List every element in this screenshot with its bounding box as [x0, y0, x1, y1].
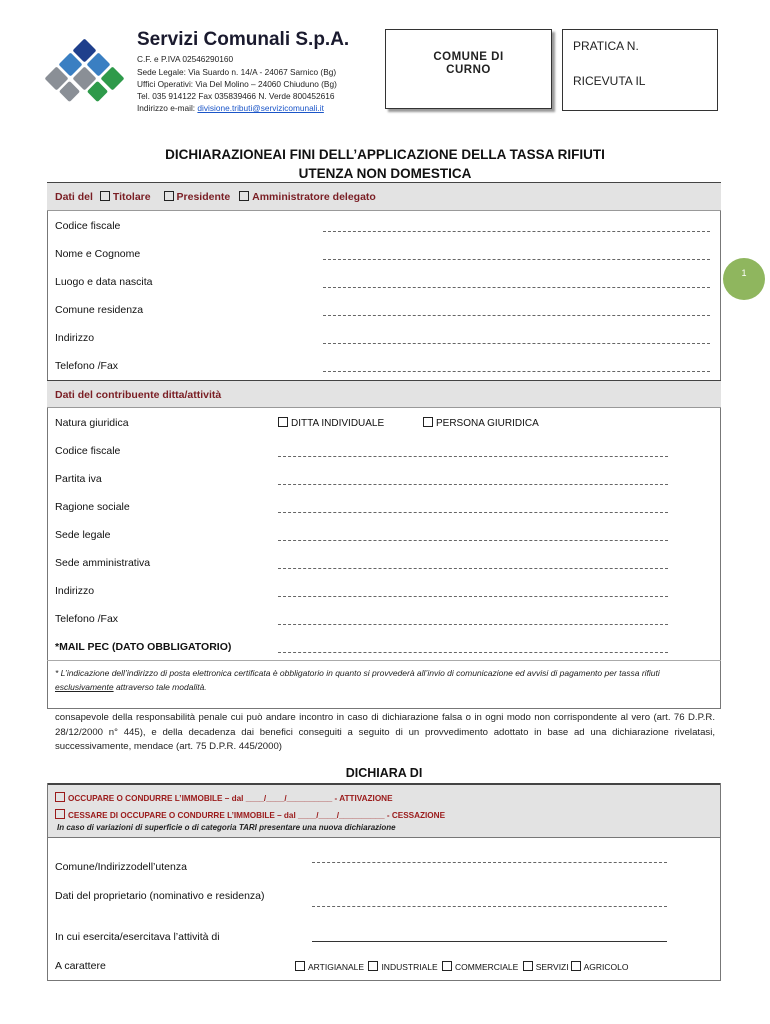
field-line-comune-residenza[interactable] — [323, 315, 710, 316]
field-line-telefono-fax-ditta[interactable] — [278, 624, 668, 625]
frame-left-border — [47, 182, 48, 709]
checkbox-attivazione[interactable] — [55, 792, 65, 802]
company-uffici: Uffici Operativi: Via Del Molino – 24060 Chiuduno (Bg) — [137, 79, 337, 89]
pec-note — [55, 666, 710, 694]
declaration-paragraph: consapevole della responsabilità penale cui può andare incontro in caso di dichiarazione falsa o in ogni modo non corrispondente al vero (art. 76 D.P.R. 28/12/2000 n° 445), e della decadenza dai benefici conseguiti a seguito di un provvedimento adottato in base ad una dichiarazione rivelatasi, successivamente, mendace (art. 75 D.P.R. 445/2000) — [55, 712, 715, 752]
pratica-box — [562, 29, 718, 111]
option-ditta-individuale[interactable] — [278, 417, 384, 429]
checkbox-commerciale[interactable] — [442, 961, 452, 971]
checkbox-persona-giuridica[interactable] — [423, 417, 433, 427]
field-label-mail-pec: *MAIL PEC (DATO OBBLIGATORIO) — [55, 641, 232, 653]
carattere-options — [295, 961, 629, 972]
field-line-nome-cognome[interactable] — [323, 259, 710, 260]
checkbox-amministratore[interactable] — [239, 191, 249, 201]
field-line-sede-amministrativa[interactable] — [278, 568, 668, 569]
field-label-comune-utenza: Comune/Indirizzodell’utenza — [55, 861, 187, 873]
field-line-luogo-data-nascita[interactable] — [323, 287, 710, 288]
label-cessazione: CESSARE DI OCCUPARE O CONDURRE L’IMMOBILE – dal ____/____/__________ - CESSAZIONE — [68, 811, 446, 820]
field-line-proprietario[interactable] — [312, 906, 667, 907]
company-email-line — [137, 103, 324, 113]
comune-line2: CURNO — [446, 64, 491, 76]
option-attivazione[interactable] — [55, 792, 393, 803]
company-vat: C.F. e P.IVA 02546290160 — [137, 54, 234, 64]
checkbox-servizi[interactable] — [523, 961, 533, 971]
checkbox-cessazione[interactable] — [55, 809, 65, 819]
bottom-frame-right — [720, 783, 721, 980]
field-label-codice-fiscale-ditta: Codice fiscale — [55, 445, 121, 457]
field-label-telefono-fax: Telefono /Fax — [55, 360, 119, 372]
label-servizi: SERVIZI — [535, 962, 569, 972]
titolare-section-bar — [47, 182, 721, 211]
checkbox-titolare[interactable] — [100, 191, 110, 201]
option-presidente: Presidente — [176, 191, 231, 203]
contribuente-section-bar — [47, 380, 721, 408]
pec-note-part1: * L’indicazione dell’indirizzo di posta elettronica certificata è obbligatorio in quanto si provvederà all’invio di comunicazione ed avvisi di pagamento per tassa rifiuti — [55, 668, 660, 678]
checkbox-ditta-individuale[interactable] — [278, 417, 288, 427]
checkbox-agricolo[interactable] — [571, 961, 581, 971]
field-label-partita-iva: Partita iva — [55, 473, 102, 485]
field-line-sede-legale[interactable] — [278, 540, 668, 541]
field-line-indirizzo-ditta[interactable] — [278, 596, 668, 597]
field-line-mail-pec[interactable] — [278, 652, 668, 653]
field-label-sede-legale: Sede legale — [55, 529, 111, 541]
pec-note-underlined: esclusivamente — [55, 682, 114, 692]
field-label-ragione-sociale: Ragione sociale — [55, 501, 130, 513]
bottom-frame-left — [47, 783, 48, 980]
field-line-esercita-attivita[interactable] — [312, 941, 667, 942]
dichiara-title: DICHIARA DI — [345, 766, 423, 780]
field-line-ragione-sociale[interactable] — [278, 512, 668, 513]
field-label-esercita-attivita: In cui esercita/esercitava l’attività di — [55, 931, 220, 943]
field-line-telefono-fax[interactable] — [323, 371, 710, 372]
field-label-indirizzo: Indirizzo — [55, 332, 95, 344]
comune-line1: COMUNE DI — [433, 51, 504, 63]
field-line-partita-iva[interactable] — [278, 484, 668, 485]
option-amministratore: Amministratore delegato — [252, 191, 376, 203]
label-attivazione: OCCUPARE O CONDURRE L’IMMOBILE – dal ____/____/__________ - ATTIVAZIONE — [68, 794, 393, 803]
field-line-indirizzo[interactable] — [323, 343, 710, 344]
ricevuta-label: RICEVUTA IL — [573, 74, 646, 88]
field-label-codice-fiscale: Codice fiscale — [55, 220, 121, 232]
company-tel: Tel. 035 914122 Fax 035839466 N. Verde 800452616 — [137, 91, 335, 101]
field-label-sede-amministrativa: Sede amministrativa — [55, 557, 151, 569]
field-label-comune-residenza: Comune residenza — [55, 304, 144, 316]
option-titolare: Titolare — [112, 191, 151, 203]
contribuente-bar-title: Dati del contribuente ditta/attività — [55, 389, 222, 401]
dichiara-options-bar — [47, 783, 721, 838]
dichiara-note: In caso di variazioni di superficie o di categoria TARI presentare una nuova dichiarazione — [57, 823, 396, 832]
comune-box — [385, 29, 552, 109]
field-label-proprietario: Dati del proprietario (nominativo e residenza) — [55, 890, 265, 902]
note-divider — [47, 660, 721, 661]
option-persona-giuridica[interactable] — [423, 417, 539, 429]
email-label: Indirizzo e-mail: — [137, 103, 198, 113]
field-label-indirizzo-ditta: Indirizzo — [55, 585, 95, 597]
field-line-comune-utenza[interactable] — [312, 862, 667, 863]
document-title-line1: DICHIARAZIONEAI FINI DELL’APPLICAZIONE DELLA TASSA RIFIUTI — [165, 147, 605, 162]
email-link[interactable]: divisione.tributi@servizicomunali.it — [197, 103, 324, 113]
checkbox-artigianale[interactable] — [295, 961, 305, 971]
option-cessazione[interactable] — [55, 809, 445, 820]
field-label-carattere: A carattere — [55, 960, 106, 972]
label-artigianale: ARTIGIANALE — [308, 962, 365, 972]
pec-note-part2: attraverso tale modalità. — [113, 682, 207, 692]
company-name: Servizi Comunali S.p.A. — [137, 29, 350, 50]
frame-right-border — [720, 182, 721, 709]
bottom-frame-bottom — [47, 980, 721, 981]
label-ditta-individuale: DITTA INDIVIDUALE — [291, 418, 385, 429]
company-logo — [40, 38, 130, 98]
field-line-codice-fiscale-ditta[interactable] — [278, 456, 668, 457]
field-line-codice-fiscale[interactable] — [323, 231, 710, 232]
checkbox-presidente[interactable] — [164, 191, 174, 201]
label-commerciale: COMMERCIALE — [455, 962, 519, 972]
field-label-natura-giuridica: Natura giuridica — [55, 417, 129, 429]
comune-name — [386, 51, 551, 77]
company-sede-legale: Sede Legale: Via Suardo n. 14/A - 24067 Sarnico (Bg) — [137, 67, 337, 77]
label-industriale: INDUSTRIALE — [381, 962, 438, 972]
document-title-line2: UTENZA NON DOMESTICA — [298, 166, 472, 181]
label-persona-giuridica: PERSONA GIURIDICA — [436, 418, 539, 429]
field-label-telefono-fax-ditta: Telefono /Fax — [55, 613, 119, 625]
pratica-label: PRATICA N. — [573, 39, 639, 53]
titolare-bar-prefix: Dati del — [55, 191, 93, 203]
frame-bottom-border — [47, 708, 721, 709]
checkbox-industriale[interactable] — [368, 961, 378, 971]
titolare-bar-text — [55, 191, 376, 203]
field-label-luogo-data-nascita: Luogo e data nascita — [55, 276, 153, 288]
page-number-badge: 1 — [723, 258, 765, 300]
field-label-nome-cognome: Nome e Cognome — [55, 248, 141, 260]
label-agricolo: AGRICOLO — [583, 962, 629, 972]
